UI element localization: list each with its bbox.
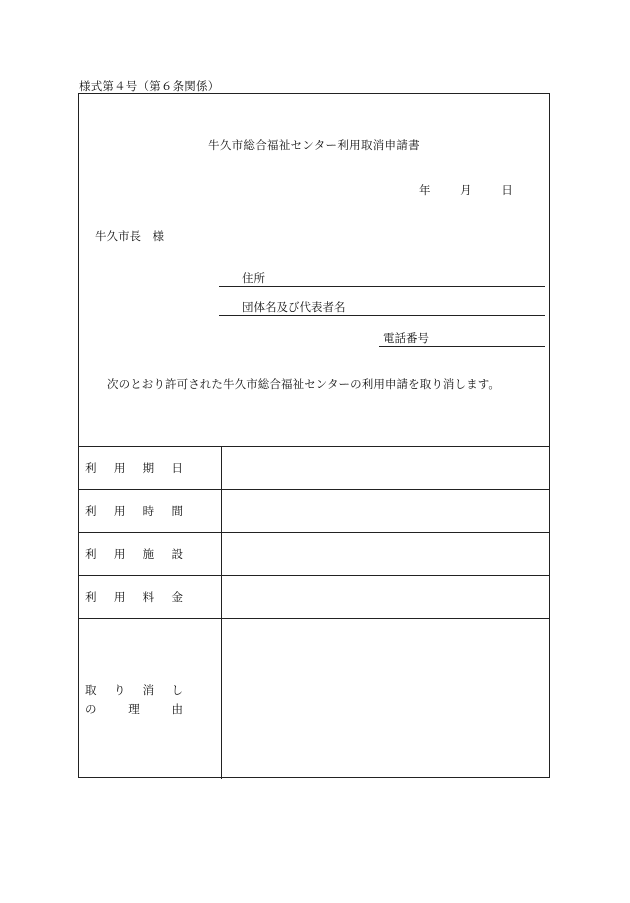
phone-field[interactable] <box>379 330 545 347</box>
date-month-label: 月 <box>460 183 472 197</box>
address-field[interactable] <box>219 270 545 287</box>
cancel-reason-value[interactable] <box>221 619 550 780</box>
date-year-label: 年 <box>419 183 431 197</box>
usage-time-value[interactable] <box>221 490 550 533</box>
table-row <box>78 490 550 533</box>
date-row <box>419 182 513 198</box>
cancellation-statement: 次のとおり許可された牛久市総合福祉センターの利用申請を取り消します。 <box>107 377 501 391</box>
usage-fee-label: 利 用 料 金 <box>78 576 221 619</box>
form-number: 様式第４号（第６条関係） <box>79 79 220 93</box>
organization-label: 団体名及び代表者名 <box>242 300 346 314</box>
table-row <box>78 447 550 490</box>
table-row <box>78 576 550 619</box>
usage-date-value[interactable] <box>221 447 550 490</box>
usage-info-table <box>78 446 550 779</box>
cancel-reason-label: 取 り 消 し の 理 由 <box>78 619 221 780</box>
usage-facility-value[interactable] <box>221 533 550 576</box>
usage-facility-label: 利 用 施 設 <box>78 533 221 576</box>
addressee: 牛久市長 様 <box>95 229 164 243</box>
table-row <box>78 533 550 576</box>
usage-fee-value[interactable] <box>221 576 550 619</box>
organization-field[interactable] <box>219 299 545 316</box>
usage-time-label: 利 用 時 間 <box>78 490 221 533</box>
table-row <box>78 619 550 780</box>
usage-date-label: 利 用 期 日 <box>78 447 221 490</box>
phone-label: 電話番号 <box>383 331 429 345</box>
application-form <box>78 93 550 778</box>
address-label: 住所 <box>242 271 265 285</box>
document-title: 牛久市総合福祉センター利用取消申請書 <box>208 138 420 152</box>
date-day-label: 日 <box>501 183 513 197</box>
